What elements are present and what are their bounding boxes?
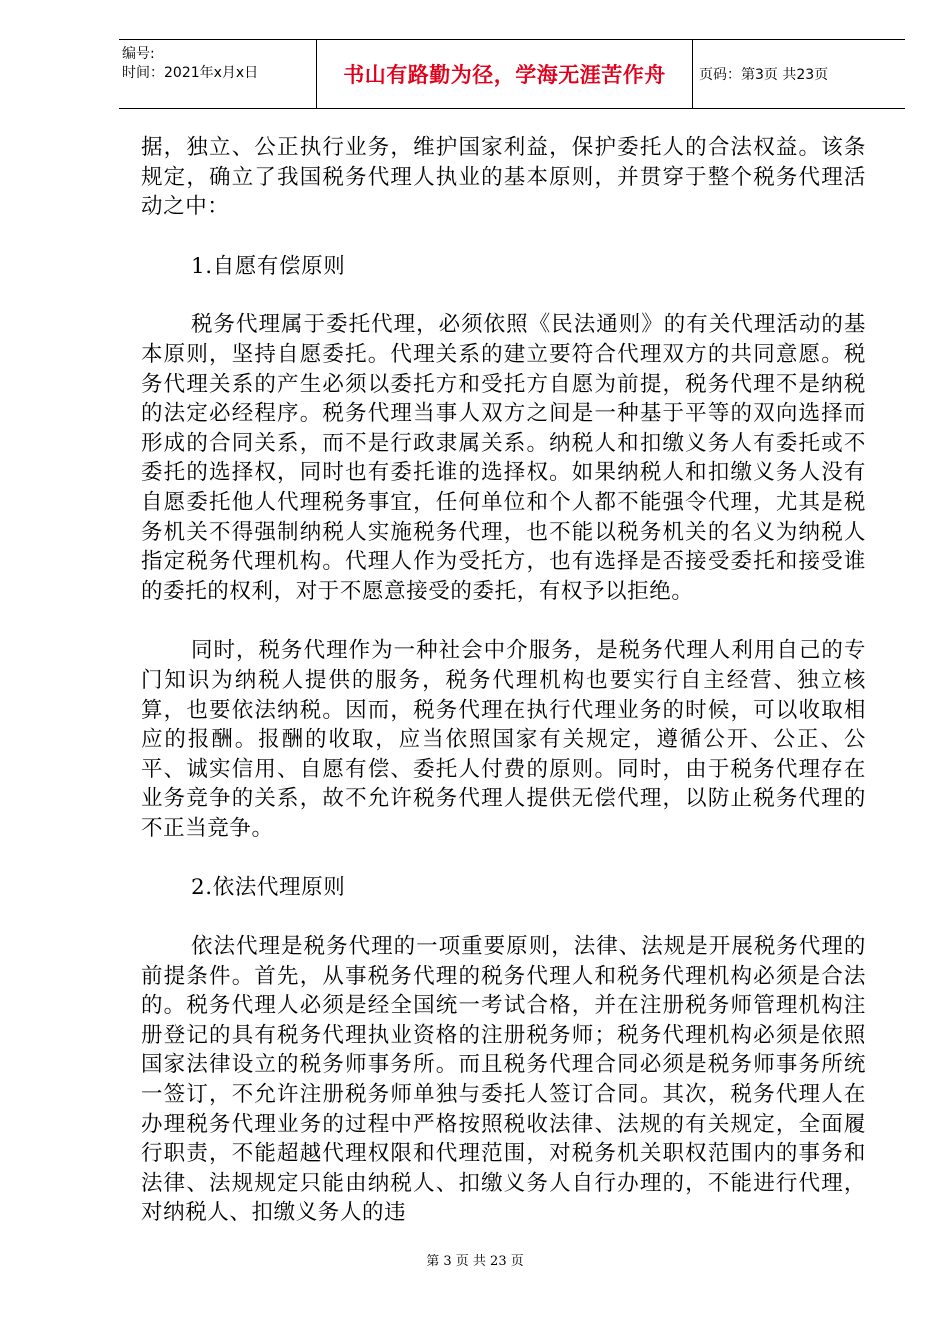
page-footer: 第 3 页 共 23 页 (426, 1254, 524, 1269)
paragraph-voluntary-principle: 税务代理属于委托代理，必须依照《民法通则》的有关代理活动的基本原则，坚持自愿委托。代理关系的建立要符合代理双方的共同意愿。税务代理关系的产生必须以委托方和受托方自愿为前提，税务代理不是纳税的法定必经程序。税务代理当事人双方之间是一种基于平等的双向选择而形成的合同关系，而不是行政隶属关系。纳税人和扣缴义务人有委托或不委托的选择权，同时也有委托谁的选择权。如果纳税人和扣缴义务人没有自愿委托他人代理税务事宜，任何单位和个人都不能强令代理，尤其是税务机关不得强制纳税人实施税务代理，也不能以税务机关的名义为纳税人指定税务代理机构。代理人作为受托方，也有选择是否接受委托和接受谁的委托的权利，对于不愿意接受的委托，有权予以拒绝。 (141, 312, 866, 604)
section-heading-2: 2.依法代理原则 (191, 875, 346, 901)
header-motto-cell (316, 40, 693, 108)
header-page-info: 页码：第3页 共23页 (699, 67, 829, 83)
paragraph-legal-agency: 依法代理是税务代理的一项重要原则，法律、法规是开展税务代理的前提条件。首先，从事税务代理的税务代理人和税务代理机构必须是合法的。税务代理人必须是经全国统一考试合格，并在注册税务师管理机构注册登记的具有税务代理执业资格的注册税务师；税务代理机构必须是依照国家法律设立的税务师事务所。而且税务代理合同必须是税务师事务所统一签订，不允许注册税务师单独与委托人签订合同。其次，税务代理人在办理税务代理业务的过程中严格按照税收法律、法规的有关规定，全面履行职责，不能超越代理权限和代理范围，对税务机关职权范围内的事务和法律、法规规定只能由纳税人、扣缴义务人自行办理的，不能进行代理，对纳税人、扣缴义务人的违 (141, 934, 866, 1226)
paragraph-continuation: 据，独立、公正执行业务，维护国家利益，保护委托人的合法权益。该条规定，确立了我国税务代理人执业的基本原则，并贯穿于整个税务代理活动之中： (141, 135, 866, 220)
page-header (119, 39, 905, 109)
paragraph-remuneration: 同时，税务代理作为一种社会中介服务，是税务代理人利用自己的专门知识为纳税人提供的服务，税务代理机构也要实行自主经营、独立核算，也要依法纳税。因而，税务代理在执行代理业务的时候，可以收取相应的报酬。报酬的收取，应当依照国家有关规定，遵循公开、公正、公平、诚实信用、自愿有偿、委托人付费的原则。同时，由于税务代理存在业务竞争的关系，故不允许税务代理人提供无偿代理，以防止税务代理的不正当竞争。 (141, 638, 866, 841)
time-label: 时间：2021年x月x日 (122, 65, 259, 81)
header-meta (119, 40, 316, 108)
serial-label: 编号: (122, 46, 155, 62)
document-body (141, 133, 866, 1228)
header-motto: 书山有路勤为径，学海无涯苦作舟 (343, 62, 666, 87)
section-heading-1: 1.自愿有偿原则 (191, 253, 346, 279)
paragraph-gap (141, 606, 866, 636)
